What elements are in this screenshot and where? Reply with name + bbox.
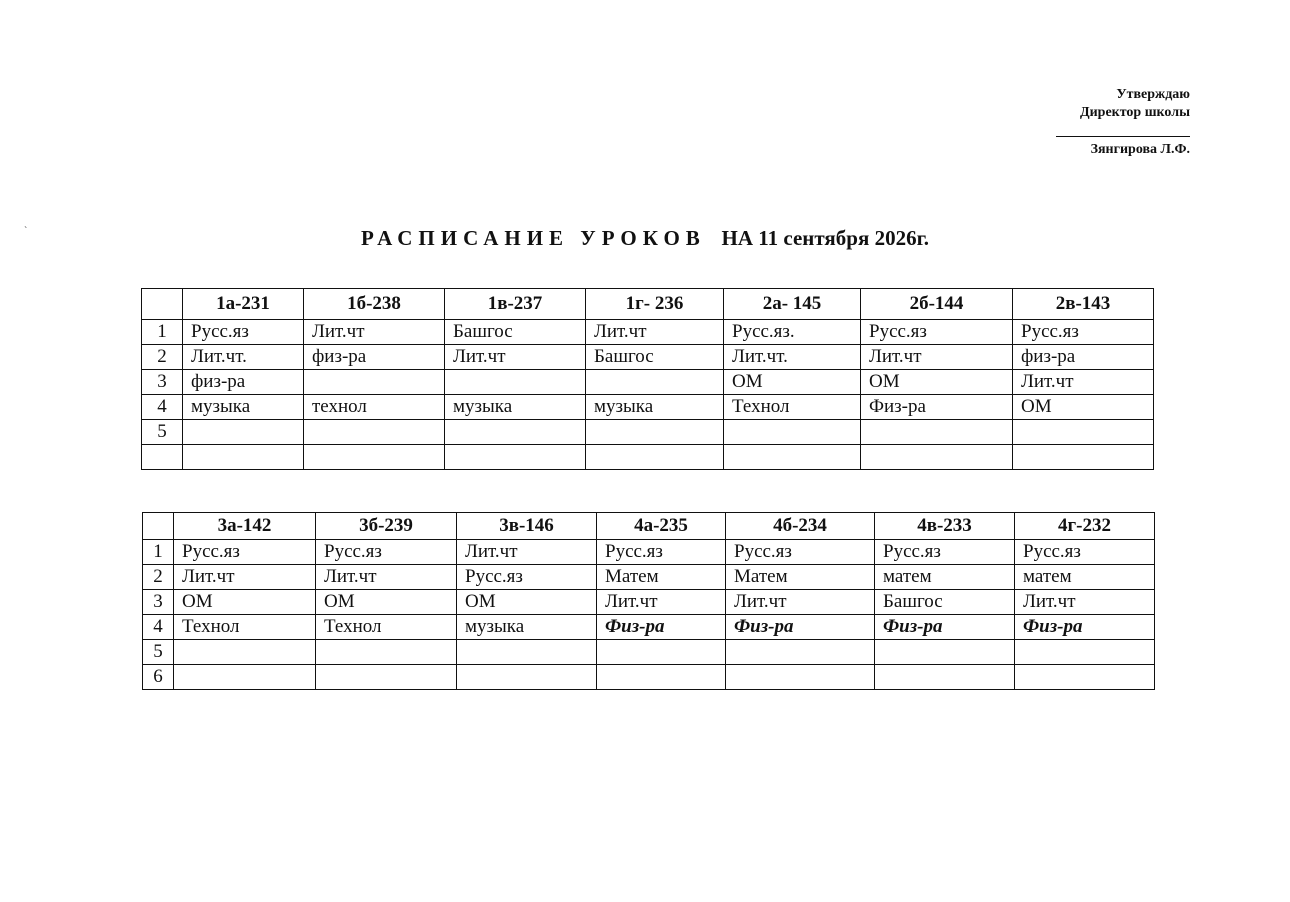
table-row [143, 615, 1155, 640]
lesson-cell [1015, 665, 1155, 690]
approval-position: Директор школы [1079, 105, 1190, 120]
lesson-cell [861, 420, 1013, 445]
lesson-cell: ОМ [1013, 395, 1154, 420]
lesson-cell: физ-ра [183, 370, 304, 395]
lesson-cell: ОМ [724, 370, 861, 395]
table-row [143, 565, 1155, 590]
lesson-cell: Русс.яз [1015, 540, 1155, 565]
lesson-number: 3 [143, 590, 174, 615]
lesson-cell [174, 665, 316, 690]
approval-signer: Зянгирова Л.Ф. [1090, 142, 1190, 157]
lesson-cell: Лит.чт [1015, 590, 1155, 615]
lesson-number: 2 [143, 565, 174, 590]
lesson-cell [726, 665, 875, 690]
lesson-cell [597, 640, 726, 665]
approval-block [1040, 86, 1190, 159]
lesson-cell: Русс.яз [875, 540, 1015, 565]
lesson-cell: Физ-ра [875, 615, 1015, 640]
title-spaced: РАСПИСАНИЕ УРОКОВ [360, 226, 706, 250]
lesson-cell: Матем [597, 565, 726, 590]
lesson-cell: Физ-ра [1015, 615, 1155, 640]
lesson-cell [316, 640, 457, 665]
header-cell: 1а-231 [183, 289, 304, 320]
lesson-cell: ОМ [457, 590, 597, 615]
header-cell: 1б-238 [304, 289, 445, 320]
lesson-cell: музыка [445, 395, 586, 420]
table-row [142, 320, 1154, 345]
header-cell: 1г- 236 [586, 289, 724, 320]
lesson-cell [586, 370, 724, 395]
title-date: НА 11 сентября 2026г. [721, 226, 929, 250]
table-row [143, 540, 1155, 565]
lesson-cell: Лит.чт. [724, 345, 861, 370]
header-cell: 3б-239 [316, 513, 457, 540]
signature-line [1056, 136, 1190, 137]
lesson-cell: Физ-ра [726, 615, 875, 640]
lesson-cell: музыка [586, 395, 724, 420]
header-cell: 4б-234 [726, 513, 875, 540]
lesson-cell: матем [1015, 565, 1155, 590]
lesson-cell: Лит.чт [1013, 370, 1154, 395]
lesson-cell [445, 420, 586, 445]
lesson-cell: Лит.чт [586, 320, 724, 345]
table-row [142, 420, 1154, 445]
lesson-cell [304, 420, 445, 445]
lesson-cell: Башгос [875, 590, 1015, 615]
schedule-table-grades-3-4 [142, 512, 1155, 690]
header-cell: 2а- 145 [724, 289, 861, 320]
header-cell: 3а-142 [174, 513, 316, 540]
lesson-cell [586, 445, 724, 470]
page-title [0, 226, 1290, 251]
lesson-cell: Лит.чт [597, 590, 726, 615]
lesson-cell [726, 640, 875, 665]
lesson-cell: Русс.яз [597, 540, 726, 565]
lesson-number: 1 [142, 320, 183, 345]
stray-mark: ˋ [24, 226, 28, 237]
lesson-cell: Лит.чт [457, 540, 597, 565]
lesson-cell: Физ-ра [597, 615, 726, 640]
lesson-cell: матем [875, 565, 1015, 590]
lesson-cell: Русс.яз [726, 540, 875, 565]
lesson-cell: Русс.яз [861, 320, 1013, 345]
header-cell [142, 289, 183, 320]
lesson-cell: Лит.чт [861, 345, 1013, 370]
lesson-number: 3 [142, 370, 183, 395]
table-row [142, 445, 1154, 470]
header-cell: 4г-232 [1015, 513, 1155, 540]
lesson-cell: Лит.чт. [183, 345, 304, 370]
lesson-number [142, 445, 183, 470]
lesson-cell [861, 445, 1013, 470]
header-cell: 4а-235 [597, 513, 726, 540]
lesson-number: 1 [143, 540, 174, 565]
lesson-cell [316, 665, 457, 690]
lesson-cell [174, 640, 316, 665]
lesson-cell: ОМ [316, 590, 457, 615]
lesson-number: 2 [142, 345, 183, 370]
lesson-cell: Русс.яз. [724, 320, 861, 345]
table-row [143, 640, 1155, 665]
lesson-cell: Технол [724, 395, 861, 420]
lesson-cell: Физ-ра [861, 395, 1013, 420]
lesson-cell: Матем [726, 565, 875, 590]
lesson-cell: Лит.чт [445, 345, 586, 370]
lesson-number: 4 [142, 395, 183, 420]
lesson-cell [457, 665, 597, 690]
lesson-cell [445, 445, 586, 470]
header-cell: 3в-146 [457, 513, 597, 540]
lesson-cell: Лит.чт [726, 590, 875, 615]
lesson-cell: Русс.яз [457, 565, 597, 590]
header-cell: 4в-233 [875, 513, 1015, 540]
lesson-number: 5 [143, 640, 174, 665]
lesson-cell [457, 640, 597, 665]
lesson-number: 6 [143, 665, 174, 690]
lesson-cell [724, 420, 861, 445]
lesson-cell [183, 420, 304, 445]
lesson-cell: музыка [457, 615, 597, 640]
lesson-cell [875, 640, 1015, 665]
table-row [142, 370, 1154, 395]
table-row [143, 665, 1155, 690]
lesson-cell [1013, 420, 1154, 445]
lesson-cell [445, 370, 586, 395]
header-cell: 2б-144 [861, 289, 1013, 320]
lesson-cell: физ-ра [1013, 345, 1154, 370]
lesson-cell [1015, 640, 1155, 665]
table-header-row [143, 513, 1155, 540]
lesson-cell: Русс.яз [1013, 320, 1154, 345]
lesson-cell: Лит.чт [316, 565, 457, 590]
lesson-cell [183, 445, 304, 470]
lesson-cell: ОМ [861, 370, 1013, 395]
table-row [142, 395, 1154, 420]
lesson-cell: Технол [174, 615, 316, 640]
lesson-cell [597, 665, 726, 690]
lesson-cell: Лит.чт [174, 565, 316, 590]
lesson-cell [586, 420, 724, 445]
lesson-cell: ОМ [174, 590, 316, 615]
lesson-cell [1013, 445, 1154, 470]
lesson-cell: Лит.чт [304, 320, 445, 345]
lesson-cell [724, 445, 861, 470]
lesson-cell [875, 665, 1015, 690]
table-header-row [142, 289, 1154, 320]
lesson-cell: Башгос [586, 345, 724, 370]
schedule-table-grades-1-2 [141, 288, 1154, 470]
lesson-cell: Башгос [445, 320, 586, 345]
lesson-cell: Технол [316, 615, 457, 640]
table-row [142, 345, 1154, 370]
lesson-cell: музыка [183, 395, 304, 420]
approval-label: Утверждаю [1116, 87, 1190, 102]
lesson-number: 5 [142, 420, 183, 445]
lesson-cell: Русс.яз [174, 540, 316, 565]
lesson-cell: физ-ра [304, 345, 445, 370]
lesson-cell [304, 370, 445, 395]
header-cell: 1в-237 [445, 289, 586, 320]
header-cell: 2в-143 [1013, 289, 1154, 320]
header-cell [143, 513, 174, 540]
lesson-cell: Русс.яз [183, 320, 304, 345]
lesson-number: 4 [143, 615, 174, 640]
lesson-cell: Русс.яз [316, 540, 457, 565]
table-row [143, 590, 1155, 615]
lesson-cell: технол [304, 395, 445, 420]
lesson-cell [304, 445, 445, 470]
